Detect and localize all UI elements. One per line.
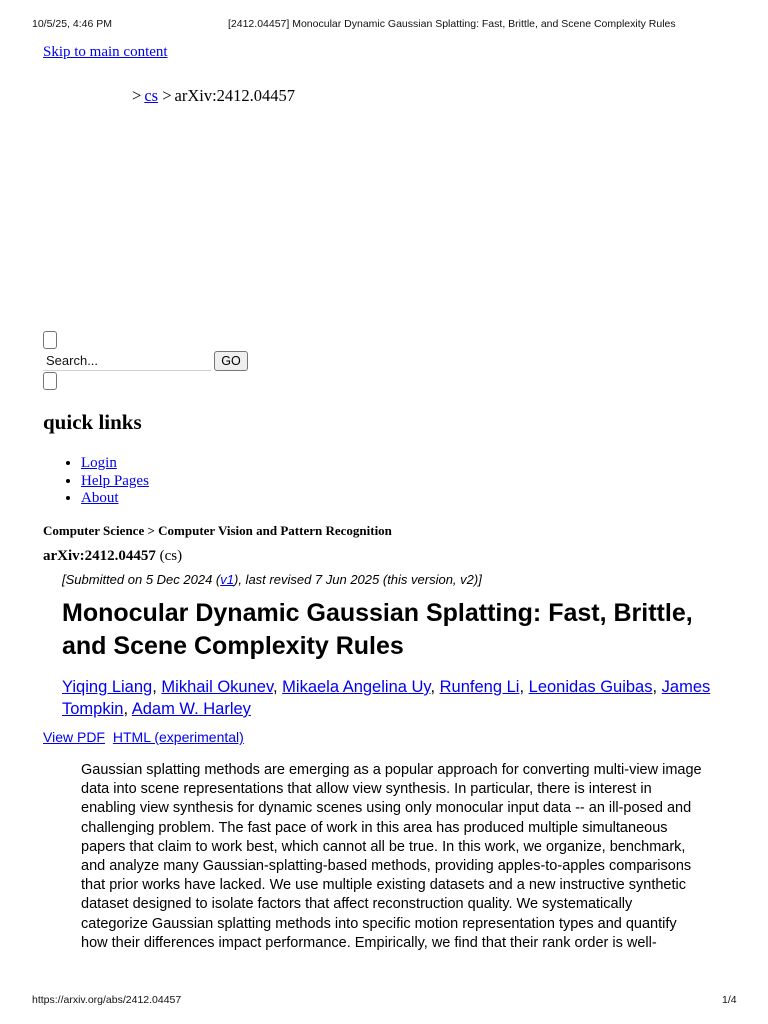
search-toggle-checkbox[interactable]	[43, 372, 57, 390]
skip-to-main-link[interactable]: Skip to main content	[43, 44, 168, 60]
dateline-suffix: ), last revised 7 Jun 2025 (this version, v2)]	[234, 572, 482, 587]
quick-link-item	[81, 473, 149, 491]
arxiv-id: arXiv:2412.04457	[43, 548, 156, 564]
author-separator: ,	[430, 678, 436, 696]
breadcrumb-paper-id: arXiv:2412.04457	[174, 86, 296, 105]
author-link[interactable]: Mikaela Angelina Uy	[282, 678, 431, 696]
author-link[interactable]: Mikhail Okunev	[161, 678, 273, 696]
access-links	[43, 729, 248, 745]
author-link[interactable]: Runfeng Li	[439, 678, 520, 696]
submission-dateline	[62, 572, 482, 587]
breadcrumb-separator: >	[162, 86, 172, 105]
version-v1-link[interactable]: v1	[220, 572, 234, 587]
abstract: Gaussian splatting methods are emerging as a popular approach for converting multi-view image data into scene representations that allow view synthesis. In particular, there is interest in enabling view synthesis for dynamic scenes using only monocular input data -- an ill-posed and challenging problem. The fast pace of work in this area has produced multiple simultaneous papers that claim to work best, which cannot all be true. In this work, we organize, benchmark, and analyze many Gaussian-splatting-based methods, providing apples-to-apples comparisons that prior works have lacked. We use multiple existing datasets and a new instructive synthetic dataset designed to isolate factors that affect reconstruction quality. We systematically categorize Gaussian splatting methods into specific motion representation types and quantify how their differences impact performance. Empirically, we find that their rank order is well-	[81, 762, 702, 951]
breadcrumb-separator: >	[132, 86, 142, 105]
subject-breadcrumb	[43, 523, 392, 539]
author-link[interactable]: Leonidas Guibas	[528, 678, 653, 696]
author-separator: ,	[272, 678, 278, 696]
view-pdf-link[interactable]: View PDF	[43, 729, 105, 745]
breadcrumb-link-cs[interactable]: cs	[144, 86, 159, 105]
author-link[interactable]: Yiqing Liang	[62, 678, 153, 696]
login-link[interactable]: Login	[81, 455, 117, 471]
quick-links-heading: quick links	[43, 410, 142, 434]
author-separator: ,	[652, 678, 658, 696]
print-page-title: [2412.04457] Monocular Dynamic Gaussian Splatting: Fast, Brittle, and Scene Complexity Rules	[228, 18, 676, 30]
subject-primary: Computer Science	[43, 523, 145, 538]
html-experimental-link[interactable]: HTML (experimental)	[112, 729, 244, 745]
subject-separator: >	[147, 523, 155, 538]
print-page-number: 1/4	[722, 994, 737, 1006]
print-footer	[0, 994, 768, 1008]
breadcrumb	[132, 86, 298, 106]
quick-link-item	[81, 490, 149, 508]
print-url: https://arxiv.org/abs/2412.04457	[32, 994, 182, 1006]
author-link[interactable]: Adam W. Harley	[131, 700, 251, 718]
search-go-button[interactable]: GO	[214, 351, 248, 371]
about-link[interactable]: About	[81, 490, 119, 506]
help-pages-link[interactable]: Help Pages	[81, 472, 149, 489]
paper-title: Monocular Dynamic Gaussian Splatting: Fast, Brittle, and Scene Complexity Rules	[62, 599, 693, 660]
author-separator: ,	[123, 700, 129, 718]
arxiv-id-line	[43, 548, 182, 565]
quick-link-item	[81, 455, 149, 473]
menu-toggle-checkbox[interactable]	[43, 331, 57, 349]
subject-secondary: Computer Vision and Pattern Recognition	[158, 523, 392, 538]
author-link[interactable]: James Tompkin	[62, 678, 711, 718]
author-separator: ,	[519, 678, 525, 696]
quick-links-list	[63, 455, 149, 508]
author-list	[62, 676, 752, 720]
dateline-prefix: [Submitted on 5 Dec 2024 (	[62, 572, 221, 587]
author-separator: ,	[152, 678, 157, 696]
print-datetime: 10/5/25, 4:46 PM	[32, 18, 112, 30]
search-input[interactable]	[43, 351, 211, 371]
arxiv-category: (cs)	[159, 548, 183, 564]
print-header	[0, 18, 768, 32]
